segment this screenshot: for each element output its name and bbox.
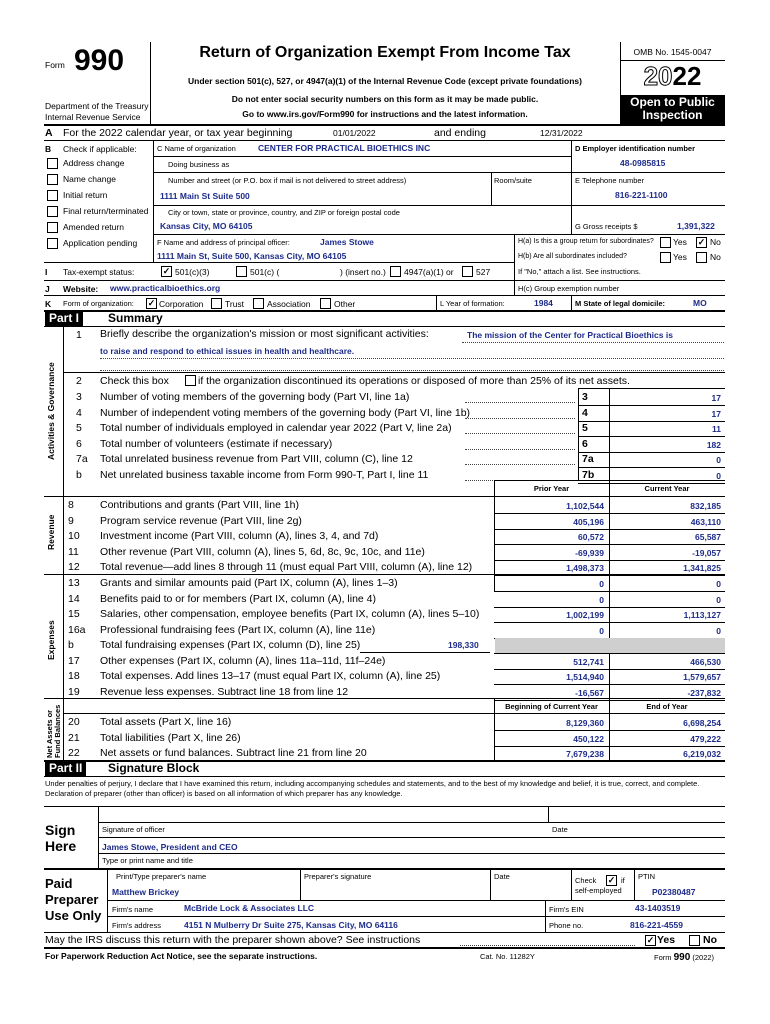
527-checkbox[interactable] [462, 266, 473, 277]
application-pending-label: Application pending [63, 238, 138, 248]
rev-line-text: Program service revenue (Part VIII, line 2g) [100, 514, 302, 527]
preparer-date-label: Date [494, 872, 510, 881]
part2-title: Signature Block [108, 761, 200, 775]
website-label: Website: [63, 284, 99, 294]
firm-address: 4151 N Mulberry Dr Suite 275, Kansas City, MO 64116 [184, 920, 398, 930]
current-year-header: Current Year [644, 484, 690, 493]
rev-prior-value: 60,572 [578, 532, 604, 542]
exp-line-number: 15 [68, 608, 80, 620]
na-current-value: 479,222 [690, 733, 721, 744]
final-return-checkbox[interactable] [47, 206, 58, 217]
exp-prior-value: 0 [599, 625, 604, 636]
ag-line-number: b [76, 468, 82, 481]
ag-line-value: 11 [712, 424, 721, 434]
firm-ein: 43-1403519 [635, 903, 681, 913]
website-url[interactable]: www.practicalbioethics.org [110, 283, 221, 293]
preparer-name: Matthew Brickey [112, 887, 180, 897]
self-employed-checkbox[interactable]: ✓ [607, 875, 616, 885]
street-label: Number and street (or P.O. box if mail is not delivered to street address) [168, 176, 407, 185]
exp-line-text: Other expenses (Part IX, column (A), lines 11a–11d, 11f–24e) [100, 654, 386, 667]
begin-year-header: Beginning of Current Year [505, 702, 598, 711]
irs-discuss-question: May the IRS discuss this return with the preparer shown above? See instructions [45, 934, 421, 946]
form-of-org-label: Form of organization: [63, 299, 134, 308]
officer-name-title: James Stowe, President and CEO [102, 842, 238, 852]
year-formation: 1984 [534, 298, 553, 308]
firm-name-label: Firm's name [112, 905, 154, 914]
exp-line-text: Revenue less expenses. Subtract line 18 from line 12 [100, 685, 349, 698]
ein-label: D Employer identification number [575, 144, 696, 153]
ag-line-value: 182 [706, 439, 721, 450]
ag-line-text: Number of independent voting members of the governing body (Part VI, line 1b) [100, 406, 471, 419]
principal-officer: James Stowe [320, 237, 374, 247]
rev-prior-value: -69,939 [575, 547, 604, 558]
ag-line-number: 5 [76, 422, 82, 434]
ag-line-value: 0 [716, 455, 721, 465]
line-b-label: Check if applicable: [63, 144, 137, 154]
ag-line-value: 17 [711, 393, 721, 403]
dba-label: Doing business as [168, 160, 230, 169]
exp-line-number: 14 [68, 592, 80, 605]
ag-line-value: 0 [716, 470, 721, 481]
association-label: Association [267, 299, 311, 309]
exp-line-text: Professional fundraising fees (Part IX, column (A), line 11e) [100, 623, 376, 636]
paid-label: Paid [45, 876, 73, 891]
ag-line-text: Total unrelated business revenue from Part VIII, column (C), line 12 [100, 453, 413, 465]
part1-title: Summary [108, 311, 163, 325]
final-return-label: Final return/terminated [63, 206, 149, 216]
exp-prior-value: 0 [599, 579, 604, 589]
rev-line-text: Investment income (Part VIII, column (A), lines 3, 4, and 7d) [100, 530, 379, 542]
form-label: Form [45, 60, 65, 70]
part2-label: Part II [45, 761, 86, 776]
exp-line-text: Benefits paid to or for members (Part IX, column (A), line 4) [100, 592, 377, 605]
check-label: Check [575, 876, 597, 885]
here-label: Here [45, 838, 77, 854]
ag-line-number: 4 [76, 406, 82, 419]
mission-line2: to raise and respond to ethical issues in health and healthcare. [100, 346, 355, 356]
insert-no-label: ) (insert no.) [340, 267, 386, 277]
sign-date-label: Date [552, 825, 568, 834]
gross-receipts-label: G Gross receipts $ [575, 222, 638, 231]
paperwork-notice: For Paperwork Reduction Act Notice, see the separate instructions. [45, 951, 318, 961]
rev-line-text: Total revenue—add lines 8 through 11 (must equal Part VIII, column (A), line 12) [100, 561, 473, 573]
rev-line-number: 10 [68, 530, 80, 542]
ag-line-box: 7a [582, 453, 594, 465]
na-prior-value: 8,129,360 [566, 718, 604, 728]
exp-current-value: 0 [716, 625, 721, 636]
form-subtitle: Under section 501(c), 527, or 4947(a)(1) of the Internal Revenue Code (except private foundations) [188, 76, 582, 86]
firm-phone-label: Phone no. [549, 921, 584, 930]
tax-year-end: 12/31/2022 [540, 128, 583, 138]
501c-checkbox[interactable] [236, 266, 247, 277]
org-name-label: C Name of organization [157, 144, 236, 153]
tax-year: 2022 [643, 61, 702, 91]
rev-prior-value: 1,102,544 [566, 501, 604, 511]
perjury-statement: Under penalties of perjury, I declare that I have examined this return, including accompanying schedules and statements, and to the best of my knowledge and belief, it is true, correct, and complete. Declaration of preparer (other than officer) is based on all information of which preparer has any knowledge. [45, 779, 700, 798]
address-change-label: Address change [63, 158, 125, 168]
exp-line-number: 13 [68, 577, 80, 589]
rev-line-number: 9 [68, 514, 74, 527]
subordinates-yes-checkbox[interactable] [660, 252, 671, 263]
exp-prior-value: 512,741 [573, 656, 604, 667]
exp-line-number: 17 [68, 654, 80, 667]
ag-line-value: 17 [711, 408, 721, 419]
exp-line-text: Total fundraising expenses (Part IX, column (D), line 25) [100, 639, 361, 651]
4947-label: 4947(a)(1) or [404, 267, 454, 277]
address-change-checkbox[interactable] [47, 158, 58, 169]
initial-return-label: Initial return [63, 190, 108, 200]
ag-line-box: 4 [582, 406, 588, 419]
sign-label: Sign [45, 822, 76, 838]
use-only-label: Use Only [45, 908, 102, 923]
side-revenue: Revenue [46, 514, 56, 550]
form-number: 990 [74, 44, 125, 77]
na-current-value: 6,219,032 [683, 749, 721, 759]
na-line-number: 21 [68, 731, 80, 744]
line-j-letter: J [45, 284, 50, 294]
officer-address: 1111 Main St, Suite 500, Kansas City, MO 64105 [157, 251, 347, 261]
na-prior-value: 450,122 [573, 733, 604, 744]
firm-ein-label: Firm's EIN [549, 905, 584, 914]
line-a-text: For the 2022 calendar year, or tax year beginning [63, 127, 293, 139]
corporation-label: Corporation [159, 299, 204, 309]
other-label: Other [334, 299, 356, 309]
subordinates-yes-label: Yes [673, 252, 687, 262]
group-return-no-checkbox[interactable]: ✓ [697, 237, 706, 247]
preparer-name-label: Print/Type preparer's name [116, 872, 207, 881]
association-checkbox[interactable] [253, 298, 264, 309]
end-year-header: End of Year [646, 702, 688, 711]
tax-year-begin: 01/01/2022 [333, 128, 376, 138]
na-current-value: 6,698,254 [683, 718, 721, 728]
and-ending: and ending [434, 127, 486, 139]
line-b-letter: B [45, 144, 52, 154]
rev-line-number: 12 [68, 561, 80, 573]
exp-line-text: Total expenses. Add lines 13–17 (must equal Part IX, column (A), line 25) [100, 670, 441, 682]
line1-text: Briefly describe the organization's mission or most significant activities: [100, 328, 429, 340]
phone-value: 816-221-1100 [615, 190, 668, 200]
firm-name: McBride Lock & Associates LLC [184, 903, 315, 913]
rev-current-value: 65,587 [695, 532, 721, 542]
city-label: City or town, state or province, country, and ZIP or foreign postal code [168, 208, 400, 217]
trust-checkbox[interactable] [211, 298, 222, 309]
amended-return-checkbox[interactable] [47, 222, 58, 233]
4947-checkbox[interactable] [390, 266, 401, 277]
exp-line-number: 18 [68, 670, 80, 682]
state-domicile-label: M State of legal domicile: [575, 299, 666, 308]
exp-current-value: 1,579,657 [683, 672, 721, 682]
initial-return-checkbox[interactable] [47, 190, 58, 201]
attach-list-note: If "No," attach a list. See instructions. [518, 267, 641, 276]
exp-line-number: 19 [68, 685, 80, 698]
line2-text2: if the organization discontinued its operations or disposed of more than 25% of its net assets. [198, 375, 630, 387]
ptin-value: P02380487 [652, 887, 696, 897]
ag-line-box: 7b [582, 468, 595, 481]
501c3-checkbox[interactable]: ✓ [162, 266, 171, 276]
discuss-yes-label: Yes [657, 934, 676, 946]
rev-line-text: Other revenue (Part VIII, column (A), lines 5, 6d, 8c, 9c, 10c, and 11e) [100, 545, 425, 558]
ag-line-box: 5 [582, 422, 588, 434]
amended-return-label: Amended return [63, 222, 124, 232]
discontinued-checkbox[interactable] [185, 375, 196, 386]
preparer-label: Preparer [45, 892, 99, 907]
phone-label: E Telephone number [575, 176, 645, 185]
ag-line-number: 3 [76, 391, 82, 403]
rev-current-value: 1,341,825 [683, 563, 721, 573]
na-line-number: 20 [68, 716, 80, 728]
dept-treasury: Department of the Treasury [45, 101, 149, 111]
application-pending-checkbox[interactable] [47, 238, 58, 249]
irs-label: Internal Revenue Service [45, 112, 141, 122]
city-state-zip: Kansas City, MO 64105 [160, 221, 253, 231]
ag-line-text: Number of voting members of the governing body (Part VI, line 1a) [100, 391, 410, 403]
gross-receipts-value: 1,391,322 [677, 221, 715, 231]
side-net-assets: Net Assets or Fund Balances [45, 704, 62, 758]
subordinates-no-checkbox[interactable] [696, 252, 707, 263]
exp-inline-value: 198,330 [448, 640, 479, 650]
rev-prior-value: 405,196 [573, 516, 604, 527]
ein-value: 48-0985815 [620, 158, 666, 168]
exp-current-value: -237,832 [687, 687, 721, 698]
state-domicile: MO [693, 298, 707, 308]
side-expenses: Expenses [46, 620, 56, 660]
group-return-question: H(a) Is this a group return for subordinates? [518, 238, 654, 245]
ag-line-number: 7a [76, 453, 88, 465]
firm-phone: 816-221-4559 [630, 920, 683, 930]
type-print-label: Type or print name and title [102, 856, 193, 865]
footer-form: Form 990 (2022) [654, 952, 715, 963]
discuss-no-label: No [703, 934, 717, 946]
group-return-yes-label: Yes [673, 237, 687, 247]
na-line-text: Net assets or fund balances. Subtract line 21 from line 20 [100, 747, 367, 759]
self-employed-label: self-employed [575, 886, 622, 895]
501c-label: 501(c) ( [250, 267, 280, 277]
principal-officer-label: F Name and address of principal officer: [157, 238, 290, 247]
ag-line-box: 3 [582, 391, 588, 403]
exp-current-value: 1,113,127 [683, 610, 721, 620]
mission-line1: The mission of the Center for Practical Bioethics is [467, 330, 673, 340]
street-address: 1111 Main St Suite 500 [160, 191, 250, 201]
exp-line-number: 16a [68, 623, 86, 636]
ag-line-text: Net unrelated business taxable income from Form 990-T, Part I, line 11 [100, 468, 429, 481]
corporation-checkbox[interactable]: ✓ [147, 298, 156, 308]
exp-prior-value: 1,514,940 [566, 672, 604, 682]
discuss-no-checkbox[interactable] [689, 935, 700, 946]
prior-year-header: Prior Year [533, 484, 570, 493]
rev-current-value: -19,057 [692, 547, 721, 558]
discuss-yes-checkbox[interactable]: ✓ [646, 935, 655, 945]
rev-line-number: 8 [68, 499, 74, 511]
ag-line-number: 6 [76, 437, 82, 450]
ag-line-text: Total number of volunteers (estimate if necessary) [100, 437, 333, 450]
year-formation-label: L Year of formation: [440, 299, 505, 308]
form-title: Return of Organization Exempt From Income Tax [199, 44, 571, 61]
org-name: CENTER FOR PRACTICAL BIOETHICS INC [258, 143, 431, 153]
527-label: 527 [476, 267, 491, 277]
line2-text: Check this box [100, 375, 169, 387]
if-label: if [621, 876, 625, 885]
rev-line-number: 11 [68, 545, 79, 558]
group-return-no-label: No [710, 237, 721, 247]
na-prior-value: 7,679,238 [566, 749, 604, 759]
line-k-letter: K [45, 299, 52, 309]
subordinates-no-label: No [710, 252, 721, 262]
exp-current-value: 466,530 [690, 656, 721, 667]
exp-line-text: Grants and similar amounts paid (Part IX, column (A), lines 1–3) [100, 577, 398, 589]
line-i-letter: I [45, 267, 48, 277]
part1-label: Part I [45, 311, 83, 326]
na-line-text: Total liabilities (Part X, line 26) [100, 731, 241, 744]
na-line-text: Total assets (Part X, line 16) [100, 716, 232, 728]
exp-line-number: b [68, 639, 74, 651]
group-exemption-label: H(c) Group exemption number [518, 284, 620, 293]
firm-address-label: Firm's address [112, 921, 161, 930]
ag-line-box: 6 [582, 437, 588, 450]
name-change-label: Name change [63, 174, 116, 184]
other-checkbox[interactable] [320, 298, 331, 309]
side-activities-governance: Activities & Governance [46, 362, 56, 460]
rev-current-value: 832,185 [690, 501, 721, 511]
instructions-notice: Go to www.irs.gov/Form990 for instructions and the latest information. [242, 109, 528, 119]
ssn-notice: Do not enter social security numbers on this form as it may be made public. [231, 94, 539, 104]
ag-line-text: Total number of individuals employed in calendar year 2022 (Part V, line 2a) [100, 422, 452, 434]
tax-exempt-label: Tax-exempt status: [63, 267, 135, 277]
line-a-letter: A [45, 127, 53, 139]
exp-current-value: 0 [716, 579, 721, 589]
preparer-signature-label: Preparer's signature [304, 872, 372, 881]
subordinates-question: H(b) Are all subordinates included? [518, 253, 627, 260]
signature-officer-label: Signature of officer [102, 825, 165, 834]
rev-prior-value: 1,498,373 [566, 563, 604, 573]
exp-line-text: Salaries, other compensation, employee benefits (Part IX, column (A), lines 5–10) [100, 608, 480, 620]
line1-number: 1 [76, 329, 82, 341]
ptin-label: PTIN [638, 872, 656, 881]
room-suite-label: Room/suite [494, 176, 532, 185]
catalog-number: Cat. No. 11282Y [480, 952, 535, 961]
rev-line-text: Contributions and grants (Part VIII, line 1h) [100, 499, 300, 511]
omb-number: OMB No. 1545-0047 [633, 47, 712, 57]
na-line-number: 22 [68, 747, 80, 759]
rev-current-value: 463,110 [690, 516, 721, 527]
501c3-label: 501(c)(3) [175, 267, 210, 277]
exp-prior-value: 0 [599, 594, 604, 605]
name-change-checkbox[interactable] [47, 174, 58, 185]
group-return-yes-checkbox[interactable] [660, 237, 671, 248]
exp-prior-value: -16,567 [575, 687, 604, 698]
trust-label: Trust [225, 299, 245, 309]
exp-current-value: 0 [716, 594, 721, 605]
open-to-public-badge: Open to Public Inspection [620, 95, 725, 124]
exp-prior-value: 1,002,199 [566, 610, 604, 620]
line2-number: 2 [76, 375, 82, 387]
